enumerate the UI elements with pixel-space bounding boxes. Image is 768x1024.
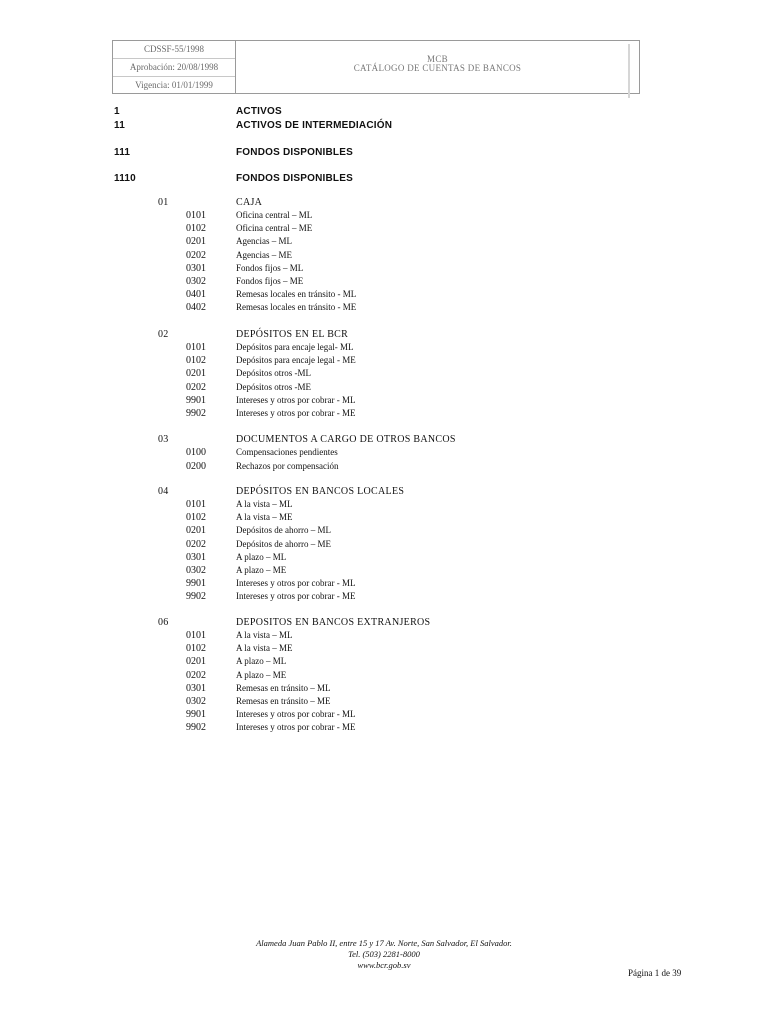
account-code: 0201 bbox=[186, 368, 206, 380]
account-label: Intereses y otros por cobrar - ME bbox=[236, 722, 356, 733]
section-code: 111 bbox=[114, 147, 131, 158]
account-label: Intereses y otros por cobrar - ML bbox=[236, 709, 356, 720]
section-heading bbox=[114, 173, 534, 186]
account-code: 0202 bbox=[186, 249, 206, 261]
account-code: 0402 bbox=[186, 302, 206, 314]
account-code: 0201 bbox=[186, 656, 206, 668]
account-code: 9902 bbox=[186, 407, 206, 419]
header-title: CATÁLOGO DE CUENTAS DE BANCOS bbox=[353, 63, 522, 73]
header-title-code: MCB bbox=[427, 54, 448, 64]
account-code: 0101 bbox=[186, 630, 206, 641]
account-label: Intereses y otros por cobrar - ML bbox=[236, 578, 356, 589]
header-meta-column bbox=[113, 41, 236, 93]
header-title-block bbox=[236, 41, 639, 93]
footer-phone: Tel. (503) 2281-8000 bbox=[348, 949, 420, 959]
section-heading bbox=[114, 106, 534, 119]
account-label: Fondos fijos – ME bbox=[236, 275, 304, 286]
account-code: 0101 bbox=[186, 499, 206, 510]
account-label: Depósitos para encaje legal- ML bbox=[236, 342, 354, 352]
doc-code: CDSSF-55/1998 bbox=[113, 41, 235, 59]
account-code: 0100 bbox=[186, 447, 206, 458]
account-label: A plazo – ML bbox=[236, 551, 287, 562]
account-label: Remesas locales en tránsito - ME bbox=[236, 302, 357, 313]
account-label: Depósitos de ahorro – ME bbox=[236, 538, 331, 549]
page-footer bbox=[200, 938, 568, 971]
group-code: 02 bbox=[158, 329, 169, 340]
account-code: 0202 bbox=[186, 538, 206, 550]
account-code: 0301 bbox=[186, 682, 206, 694]
effective-date: Vigencia: 01/01/1999 bbox=[135, 80, 213, 90]
page-number: Página 1 de 39 bbox=[628, 968, 682, 978]
account-label: A la vista – ME bbox=[236, 512, 293, 523]
account-code: 9901 bbox=[186, 709, 206, 721]
document-header bbox=[112, 40, 640, 94]
account-code: 0301 bbox=[186, 262, 206, 274]
account-label: A la vista – ME bbox=[236, 643, 293, 654]
account-label: Oficina central – ML bbox=[236, 210, 313, 220]
account-code: 0102 bbox=[186, 643, 206, 655]
section-code: 1 bbox=[114, 106, 120, 117]
account-label: Remesas en tránsito – ME bbox=[236, 695, 331, 706]
account-code: 0102 bbox=[186, 512, 206, 524]
account-label: Remesas en tránsito – ML bbox=[236, 682, 331, 693]
header-vertical-rule bbox=[628, 44, 630, 98]
account-label: Oficina central – ME bbox=[236, 223, 313, 234]
account-code: 0101 bbox=[186, 342, 206, 353]
group-title: DEPÓSITOS EN EL BCR bbox=[236, 329, 349, 340]
account-code: 0201 bbox=[186, 525, 206, 537]
account-label: Depósitos de ahorro – ML bbox=[236, 525, 331, 536]
group-code: 06 bbox=[158, 617, 169, 628]
account-code: 0102 bbox=[186, 355, 206, 367]
approval-date: Aprobación: 20/08/1998 bbox=[113, 59, 235, 77]
account-label: A la vista – ML bbox=[236, 630, 293, 640]
account-label: A plazo – ME bbox=[236, 669, 287, 680]
account-label: Compensaciones pendientes bbox=[236, 447, 338, 457]
account-code: 0202 bbox=[186, 669, 206, 681]
account-label: Depósitos otros -ME bbox=[236, 381, 311, 392]
account-label: Depósitos para encaje legal - ME bbox=[236, 355, 356, 366]
section-heading bbox=[114, 147, 534, 160]
account-code: 0401 bbox=[186, 289, 206, 301]
account-code: 9902 bbox=[186, 722, 206, 734]
account-code: 0302 bbox=[186, 275, 206, 287]
account-label: Intereses y otros por cobrar - ML bbox=[236, 394, 356, 405]
group-code: 01 bbox=[158, 197, 169, 208]
group-title: CAJA bbox=[236, 197, 263, 208]
account-label: A plazo – ME bbox=[236, 564, 287, 575]
account-label: A la vista – ML bbox=[236, 499, 293, 509]
account-code: 0102 bbox=[186, 223, 206, 235]
account-label: Agencias – ML bbox=[236, 236, 292, 247]
section-heading bbox=[114, 120, 534, 133]
account-code: 0301 bbox=[186, 551, 206, 563]
section-title: FONDOS DISPONIBLES bbox=[236, 147, 353, 158]
section-code: 1110 bbox=[114, 173, 136, 184]
account-label: Intereses y otros por cobrar - ME bbox=[236, 407, 356, 418]
account-code: 9901 bbox=[186, 578, 206, 590]
group-title: DEPOSITOS EN BANCOS EXTRANJEROS bbox=[236, 617, 431, 628]
account-label: Agencias – ME bbox=[236, 249, 292, 260]
account-label: Intereses y otros por cobrar - ME bbox=[236, 591, 356, 602]
account-code: 9901 bbox=[186, 394, 206, 406]
account-label: Depósitos otros -ML bbox=[236, 368, 311, 379]
footer-address: Alameda Juan Pablo II, entre 15 y 17 Av. Norte, San Salvador, El Salvador. bbox=[256, 938, 512, 948]
account-code: 0302 bbox=[186, 564, 206, 576]
account-code: 0302 bbox=[186, 695, 206, 707]
section-title: ACTIVOS DE INTERMEDIACIÓN bbox=[236, 120, 393, 131]
account-code: 0201 bbox=[186, 236, 206, 248]
account-label: Remesas locales en tránsito - ML bbox=[236, 289, 357, 300]
account-label: Fondos fijos – ML bbox=[236, 262, 304, 273]
section-title: ACTIVOS bbox=[236, 106, 282, 117]
account-code: 9902 bbox=[186, 591, 206, 603]
group-title: DEPÓSITOS EN BANCOS LOCALES bbox=[236, 486, 405, 497]
group-code: 03 bbox=[158, 434, 169, 445]
account-code: 0200 bbox=[186, 461, 206, 473]
section-code: 11 bbox=[114, 120, 125, 131]
section-title: FONDOS DISPONIBLES bbox=[236, 173, 353, 184]
group-title: DOCUMENTOS A CARGO DE OTROS BANCOS bbox=[236, 434, 456, 445]
group-code: 04 bbox=[158, 486, 169, 497]
account-label: Rechazos por compensación bbox=[236, 461, 339, 472]
account-code: 0202 bbox=[186, 381, 206, 393]
account-code: 0101 bbox=[186, 210, 206, 221]
footer-website[interactable]: www.bcr.gob.sv bbox=[357, 960, 411, 970]
account-label: A plazo – ML bbox=[236, 656, 287, 667]
